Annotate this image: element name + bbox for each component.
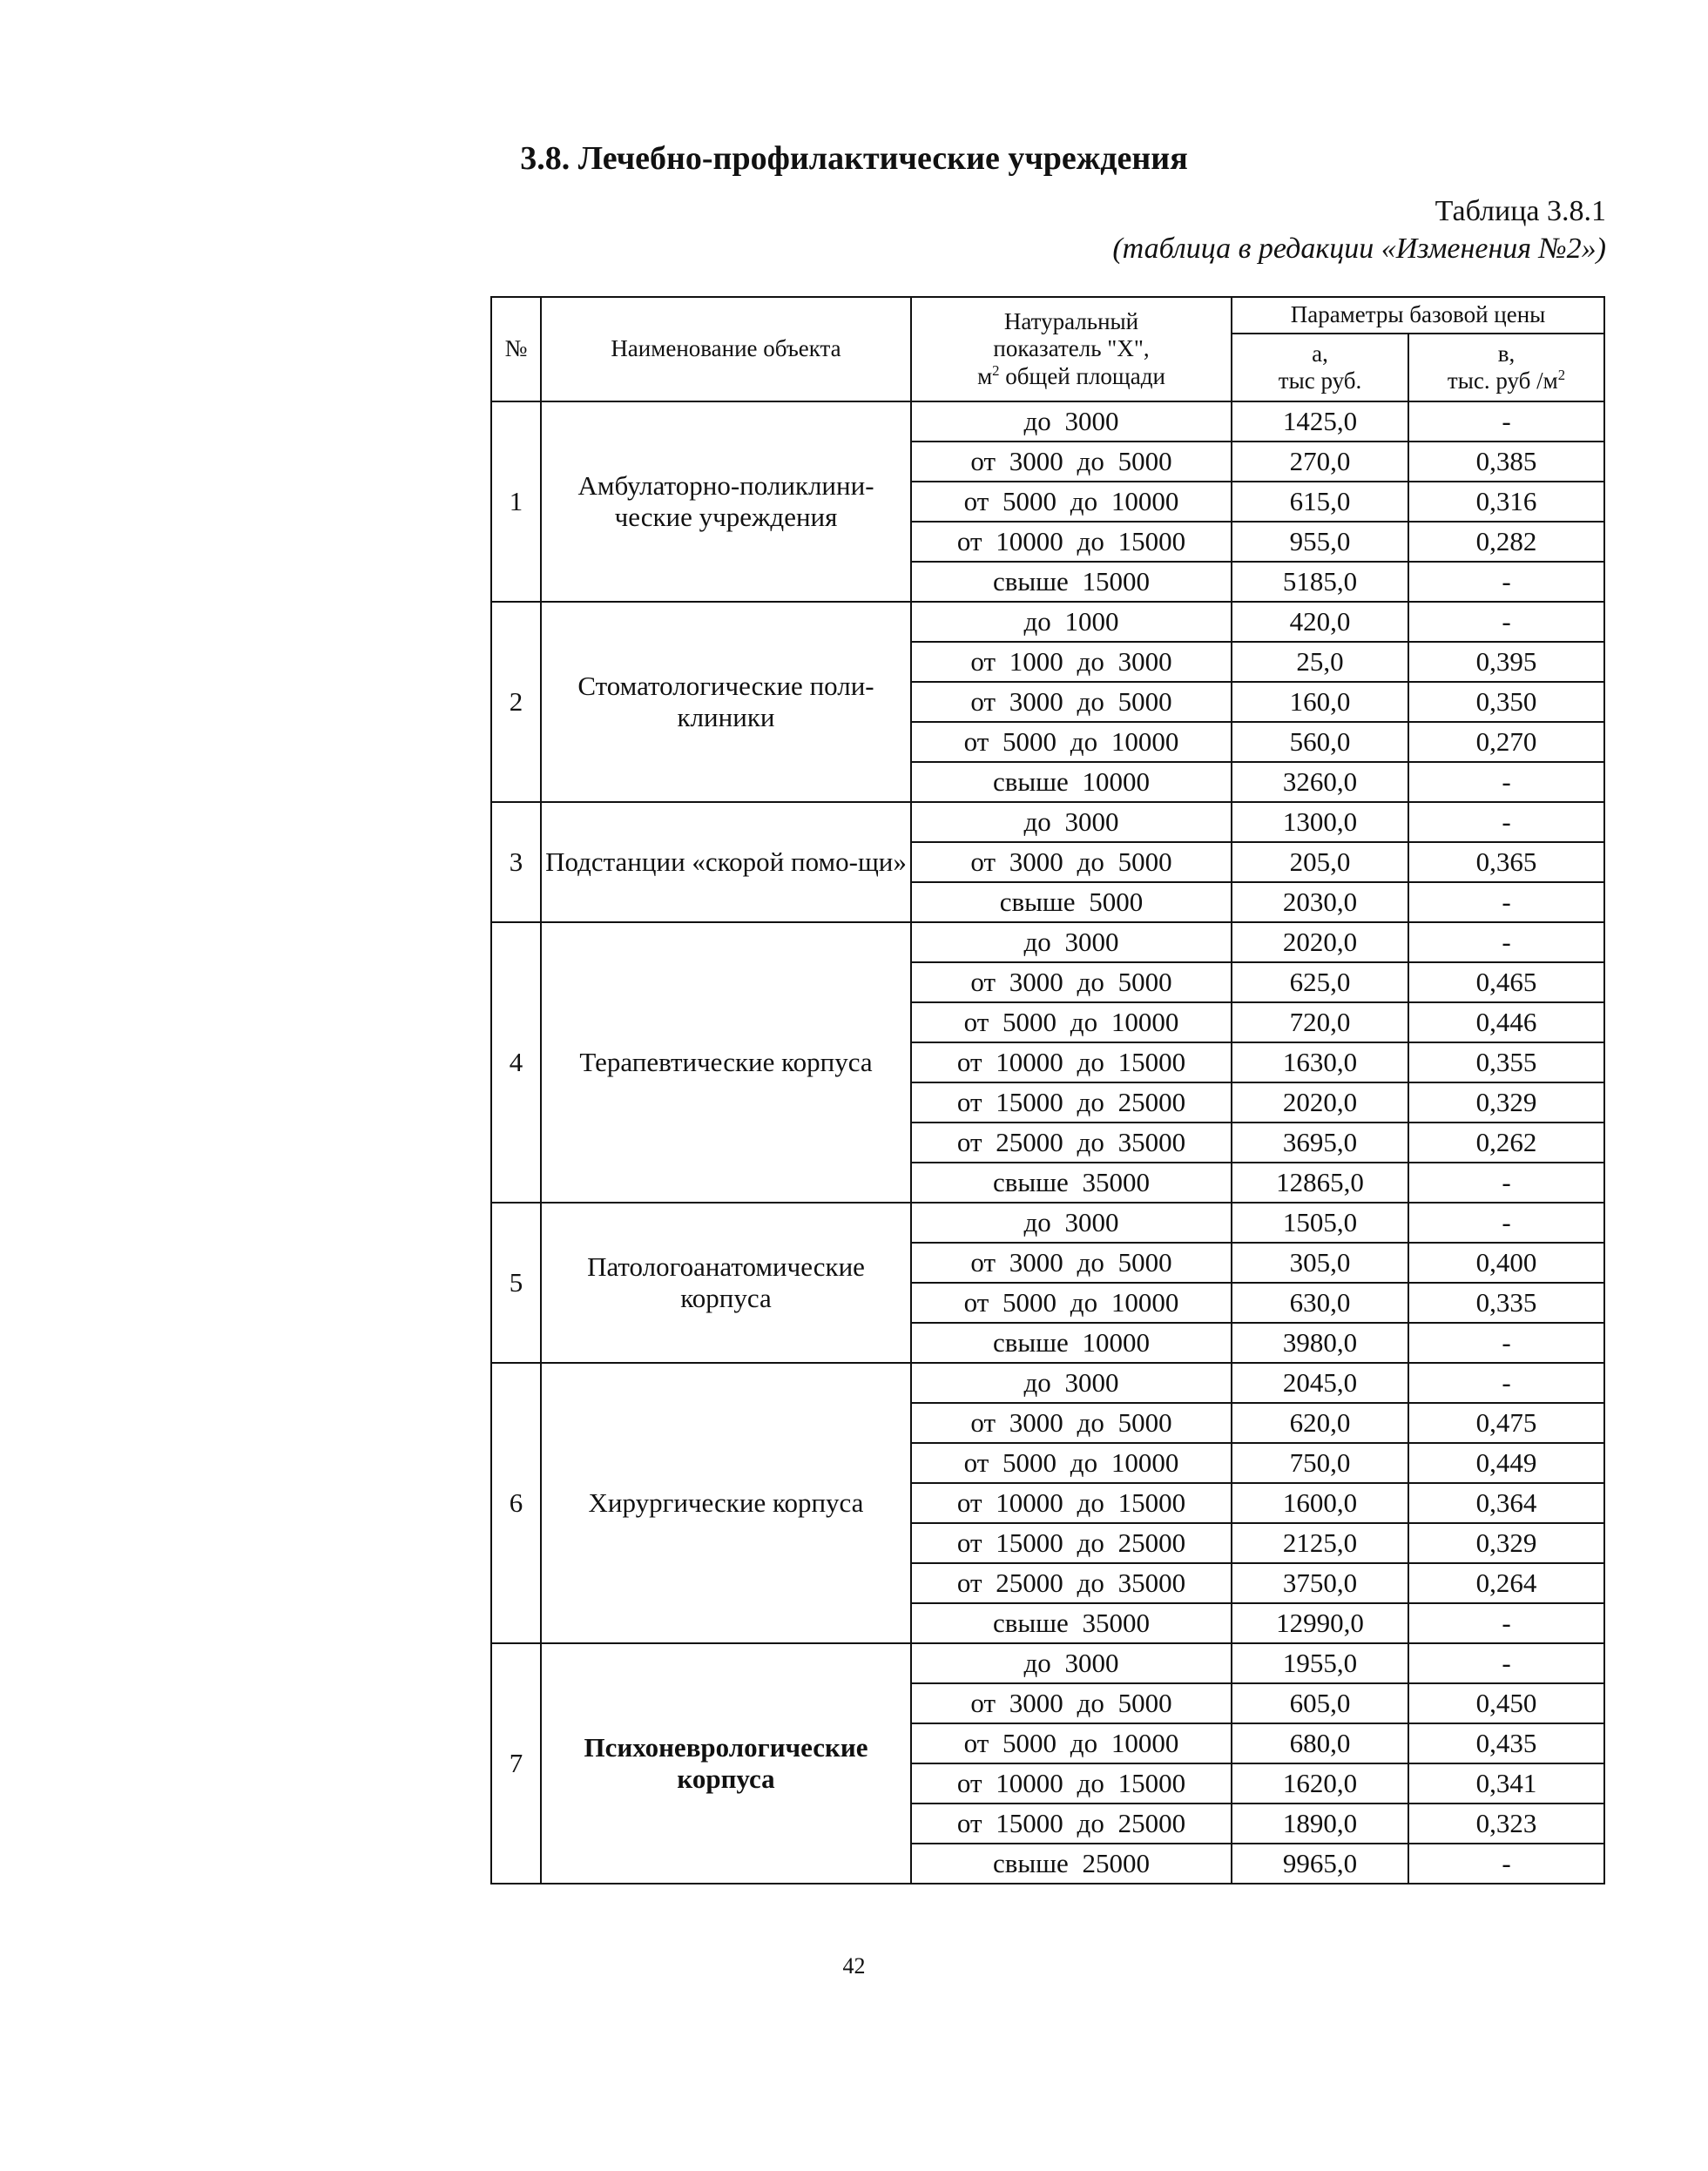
indicator-range: от 3000 до 5000	[911, 1683, 1232, 1723]
price-a: 620,0	[1232, 1403, 1408, 1443]
price-b: 0,323	[1408, 1804, 1604, 1844]
price-a: 605,0	[1232, 1683, 1408, 1723]
price-a: 680,0	[1232, 1723, 1408, 1763]
object-number: 1	[491, 401, 541, 602]
indicator-range: до 1000	[911, 602, 1232, 642]
price-a: 1620,0	[1232, 1763, 1408, 1804]
indicator-range: от 5000 до 10000	[911, 1283, 1232, 1323]
price-a: 2045,0	[1232, 1363, 1408, 1403]
price-b: -	[1408, 802, 1604, 842]
price-b: -	[1408, 602, 1604, 642]
header-num: №	[491, 297, 541, 401]
price-b: 0,364	[1408, 1483, 1604, 1523]
table-number: Таблица 3.8.1	[1435, 195, 1606, 227]
indicator-range: от 25000 до 35000	[911, 1563, 1232, 1603]
table-row	[491, 1363, 1604, 1403]
header-b-line1: в,	[1497, 340, 1516, 367]
header-indicator-rest: общей площади	[999, 362, 1165, 389]
price-b: 0,341	[1408, 1763, 1604, 1804]
price-a: 12990,0	[1232, 1603, 1408, 1643]
indicator-range: свыше 35000	[911, 1163, 1232, 1203]
indicator-range: от 25000 до 35000	[911, 1123, 1232, 1163]
price-b: 0,350	[1408, 682, 1604, 722]
indicator-range: свыше 5000	[911, 882, 1232, 922]
price-b: -	[1408, 1203, 1604, 1243]
price-b: 0,365	[1408, 842, 1604, 882]
object-name: Патологоанатомические корпуса	[541, 1203, 911, 1363]
indicator-range: от 15000 до 25000	[911, 1082, 1232, 1123]
section-heading: 3.8. Лечебно-профилактические учреждения	[520, 140, 1188, 177]
price-b: -	[1408, 1323, 1604, 1363]
price-a: 5185,0	[1232, 562, 1408, 602]
indicator-range: до 3000	[911, 401, 1232, 442]
price-a: 420,0	[1232, 602, 1408, 642]
table-row	[491, 602, 1604, 642]
price-b: -	[1408, 1363, 1604, 1403]
indicator-range: от 3000 до 5000	[911, 962, 1232, 1002]
page-number: 42	[842, 1953, 866, 1979]
indicator-range: свыше 15000	[911, 562, 1232, 602]
price-b: 0,446	[1408, 1002, 1604, 1042]
price-table	[490, 296, 1605, 1884]
indicator-range: свыше 35000	[911, 1603, 1232, 1643]
table-edition-note: (таблица в редакции «Изменения №2»)	[1112, 233, 1606, 265]
indicator-range: от 5000 до 10000	[911, 722, 1232, 762]
price-a: 1600,0	[1232, 1483, 1408, 1523]
indicator-range: от 3000 до 5000	[911, 1243, 1232, 1283]
price-a: 9965,0	[1232, 1844, 1408, 1884]
price-a: 12865,0	[1232, 1163, 1408, 1203]
price-a: 560,0	[1232, 722, 1408, 762]
price-b: 0,262	[1408, 1123, 1604, 1163]
object-number: 2	[491, 602, 541, 802]
header-indicator-unit: м	[977, 362, 993, 389]
indicator-range: до 3000	[911, 1643, 1232, 1683]
price-a: 3980,0	[1232, 1323, 1408, 1363]
price-b: 0,449	[1408, 1443, 1604, 1483]
price-b: 0,435	[1408, 1723, 1604, 1763]
price-a: 2030,0	[1232, 882, 1408, 922]
header-indicator	[911, 297, 1232, 401]
price-b: 0,335	[1408, 1283, 1604, 1323]
header-indicator-line1: Натуральный	[1003, 308, 1139, 335]
header-indicator-line2: показатель "X",	[993, 335, 1150, 362]
price-a: 1505,0	[1232, 1203, 1408, 1243]
header-name: Наименование объекта	[541, 297, 911, 401]
price-a: 720,0	[1232, 1002, 1408, 1042]
price-a: 160,0	[1232, 682, 1408, 722]
object-number: 3	[491, 802, 541, 922]
indicator-range: до 3000	[911, 1203, 1232, 1243]
indicator-range: от 5000 до 10000	[911, 1723, 1232, 1763]
object-name: Стоматологические поли-клиники	[541, 602, 911, 802]
price-b: -	[1408, 1603, 1604, 1643]
indicator-range: от 5000 до 10000	[911, 1002, 1232, 1042]
price-b: 0,355	[1408, 1042, 1604, 1082]
indicator-range: от 3000 до 5000	[911, 682, 1232, 722]
price-b: 0,282	[1408, 522, 1604, 562]
object-number: 5	[491, 1203, 541, 1363]
object-name: Подстанции «скорой помо-щи»	[541, 802, 911, 922]
indicator-range: от 10000 до 15000	[911, 1483, 1232, 1523]
price-a: 615,0	[1232, 482, 1408, 522]
price-b: 0,329	[1408, 1523, 1604, 1563]
object-name: Хирургические корпуса	[541, 1363, 911, 1643]
table-row	[491, 922, 1604, 962]
price-a: 2020,0	[1232, 1082, 1408, 1123]
price-b: 0,465	[1408, 962, 1604, 1002]
indicator-range: от 3000 до 5000	[911, 1403, 1232, 1443]
price-a: 305,0	[1232, 1243, 1408, 1283]
price-a: 1630,0	[1232, 1042, 1408, 1082]
price-a: 270,0	[1232, 442, 1408, 482]
price-b: 0,264	[1408, 1563, 1604, 1603]
header-b-line2: тыс. руб /м	[1447, 367, 1558, 394]
price-a: 2020,0	[1232, 922, 1408, 962]
price-b: 0,329	[1408, 1082, 1604, 1123]
price-a: 630,0	[1232, 1283, 1408, 1323]
price-a: 2125,0	[1232, 1523, 1408, 1563]
header-b-sup: 2	[1557, 367, 1566, 383]
price-b: -	[1408, 1844, 1604, 1884]
price-b: 0,270	[1408, 722, 1604, 762]
price-a: 3260,0	[1232, 762, 1408, 802]
indicator-range: свыше 10000	[911, 762, 1232, 802]
indicator-range: от 15000 до 25000	[911, 1804, 1232, 1844]
price-a: 750,0	[1232, 1443, 1408, 1483]
price-b: -	[1408, 401, 1604, 442]
price-a: 955,0	[1232, 522, 1408, 562]
table-row	[491, 401, 1604, 442]
indicator-range: от 10000 до 15000	[911, 522, 1232, 562]
price-a: 205,0	[1232, 842, 1408, 882]
price-b: -	[1408, 882, 1604, 922]
price-a: 1425,0	[1232, 401, 1408, 442]
price-b: 0,395	[1408, 642, 1604, 682]
price-b: 0,475	[1408, 1403, 1604, 1443]
header-indicator-sup: 2	[992, 361, 1000, 379]
object-number: 6	[491, 1363, 541, 1643]
price-a: 1300,0	[1232, 802, 1408, 842]
indicator-range: до 3000	[911, 802, 1232, 842]
price-a: 25,0	[1232, 642, 1408, 682]
table-row	[491, 1203, 1604, 1243]
table-row	[491, 802, 1604, 842]
header-params: Параметры базовой цены	[1232, 297, 1604, 334]
indicator-range: свыше 25000	[911, 1844, 1232, 1884]
price-b: -	[1408, 762, 1604, 802]
table-body	[491, 401, 1604, 1884]
price-b: 0,385	[1408, 442, 1604, 482]
object-number: 4	[491, 922, 541, 1203]
indicator-range: от 10000 до 15000	[911, 1042, 1232, 1082]
indicator-range: от 3000 до 5000	[911, 442, 1232, 482]
header-a-line1: а,	[1312, 340, 1328, 367]
indicator-range: до 3000	[911, 1363, 1232, 1403]
indicator-range: от 15000 до 25000	[911, 1523, 1232, 1563]
price-a: 1890,0	[1232, 1804, 1408, 1844]
price-a: 3750,0	[1232, 1563, 1408, 1603]
object-name: Психоневрологические корпуса	[541, 1643, 911, 1884]
object-number: 7	[491, 1643, 541, 1884]
price-b: -	[1408, 562, 1604, 602]
header-a-line2: тыс руб.	[1278, 367, 1362, 394]
price-b: -	[1408, 1163, 1604, 1203]
table-row	[491, 1643, 1604, 1683]
indicator-range: свыше 10000	[911, 1323, 1232, 1363]
object-name: Амбулаторно-поликлини-ческие учреждения	[541, 401, 911, 602]
header-a	[1232, 334, 1408, 401]
indicator-range: от 3000 до 5000	[911, 842, 1232, 882]
indicator-range: от 1000 до 3000	[911, 642, 1232, 682]
price-b: 0,400	[1408, 1243, 1604, 1283]
price-b: -	[1408, 1643, 1604, 1683]
header-b	[1408, 334, 1604, 401]
indicator-range: от 10000 до 15000	[911, 1763, 1232, 1804]
price-a: 625,0	[1232, 962, 1408, 1002]
indicator-range: до 3000	[911, 922, 1232, 962]
price-a: 3695,0	[1232, 1123, 1408, 1163]
indicator-range: от 5000 до 10000	[911, 482, 1232, 522]
indicator-range: от 5000 до 10000	[911, 1443, 1232, 1483]
price-b: 0,316	[1408, 482, 1604, 522]
object-name: Терапевтические корпуса	[541, 922, 911, 1203]
price-a: 1955,0	[1232, 1643, 1408, 1683]
price-b: 0,450	[1408, 1683, 1604, 1723]
price-b: -	[1408, 922, 1604, 962]
